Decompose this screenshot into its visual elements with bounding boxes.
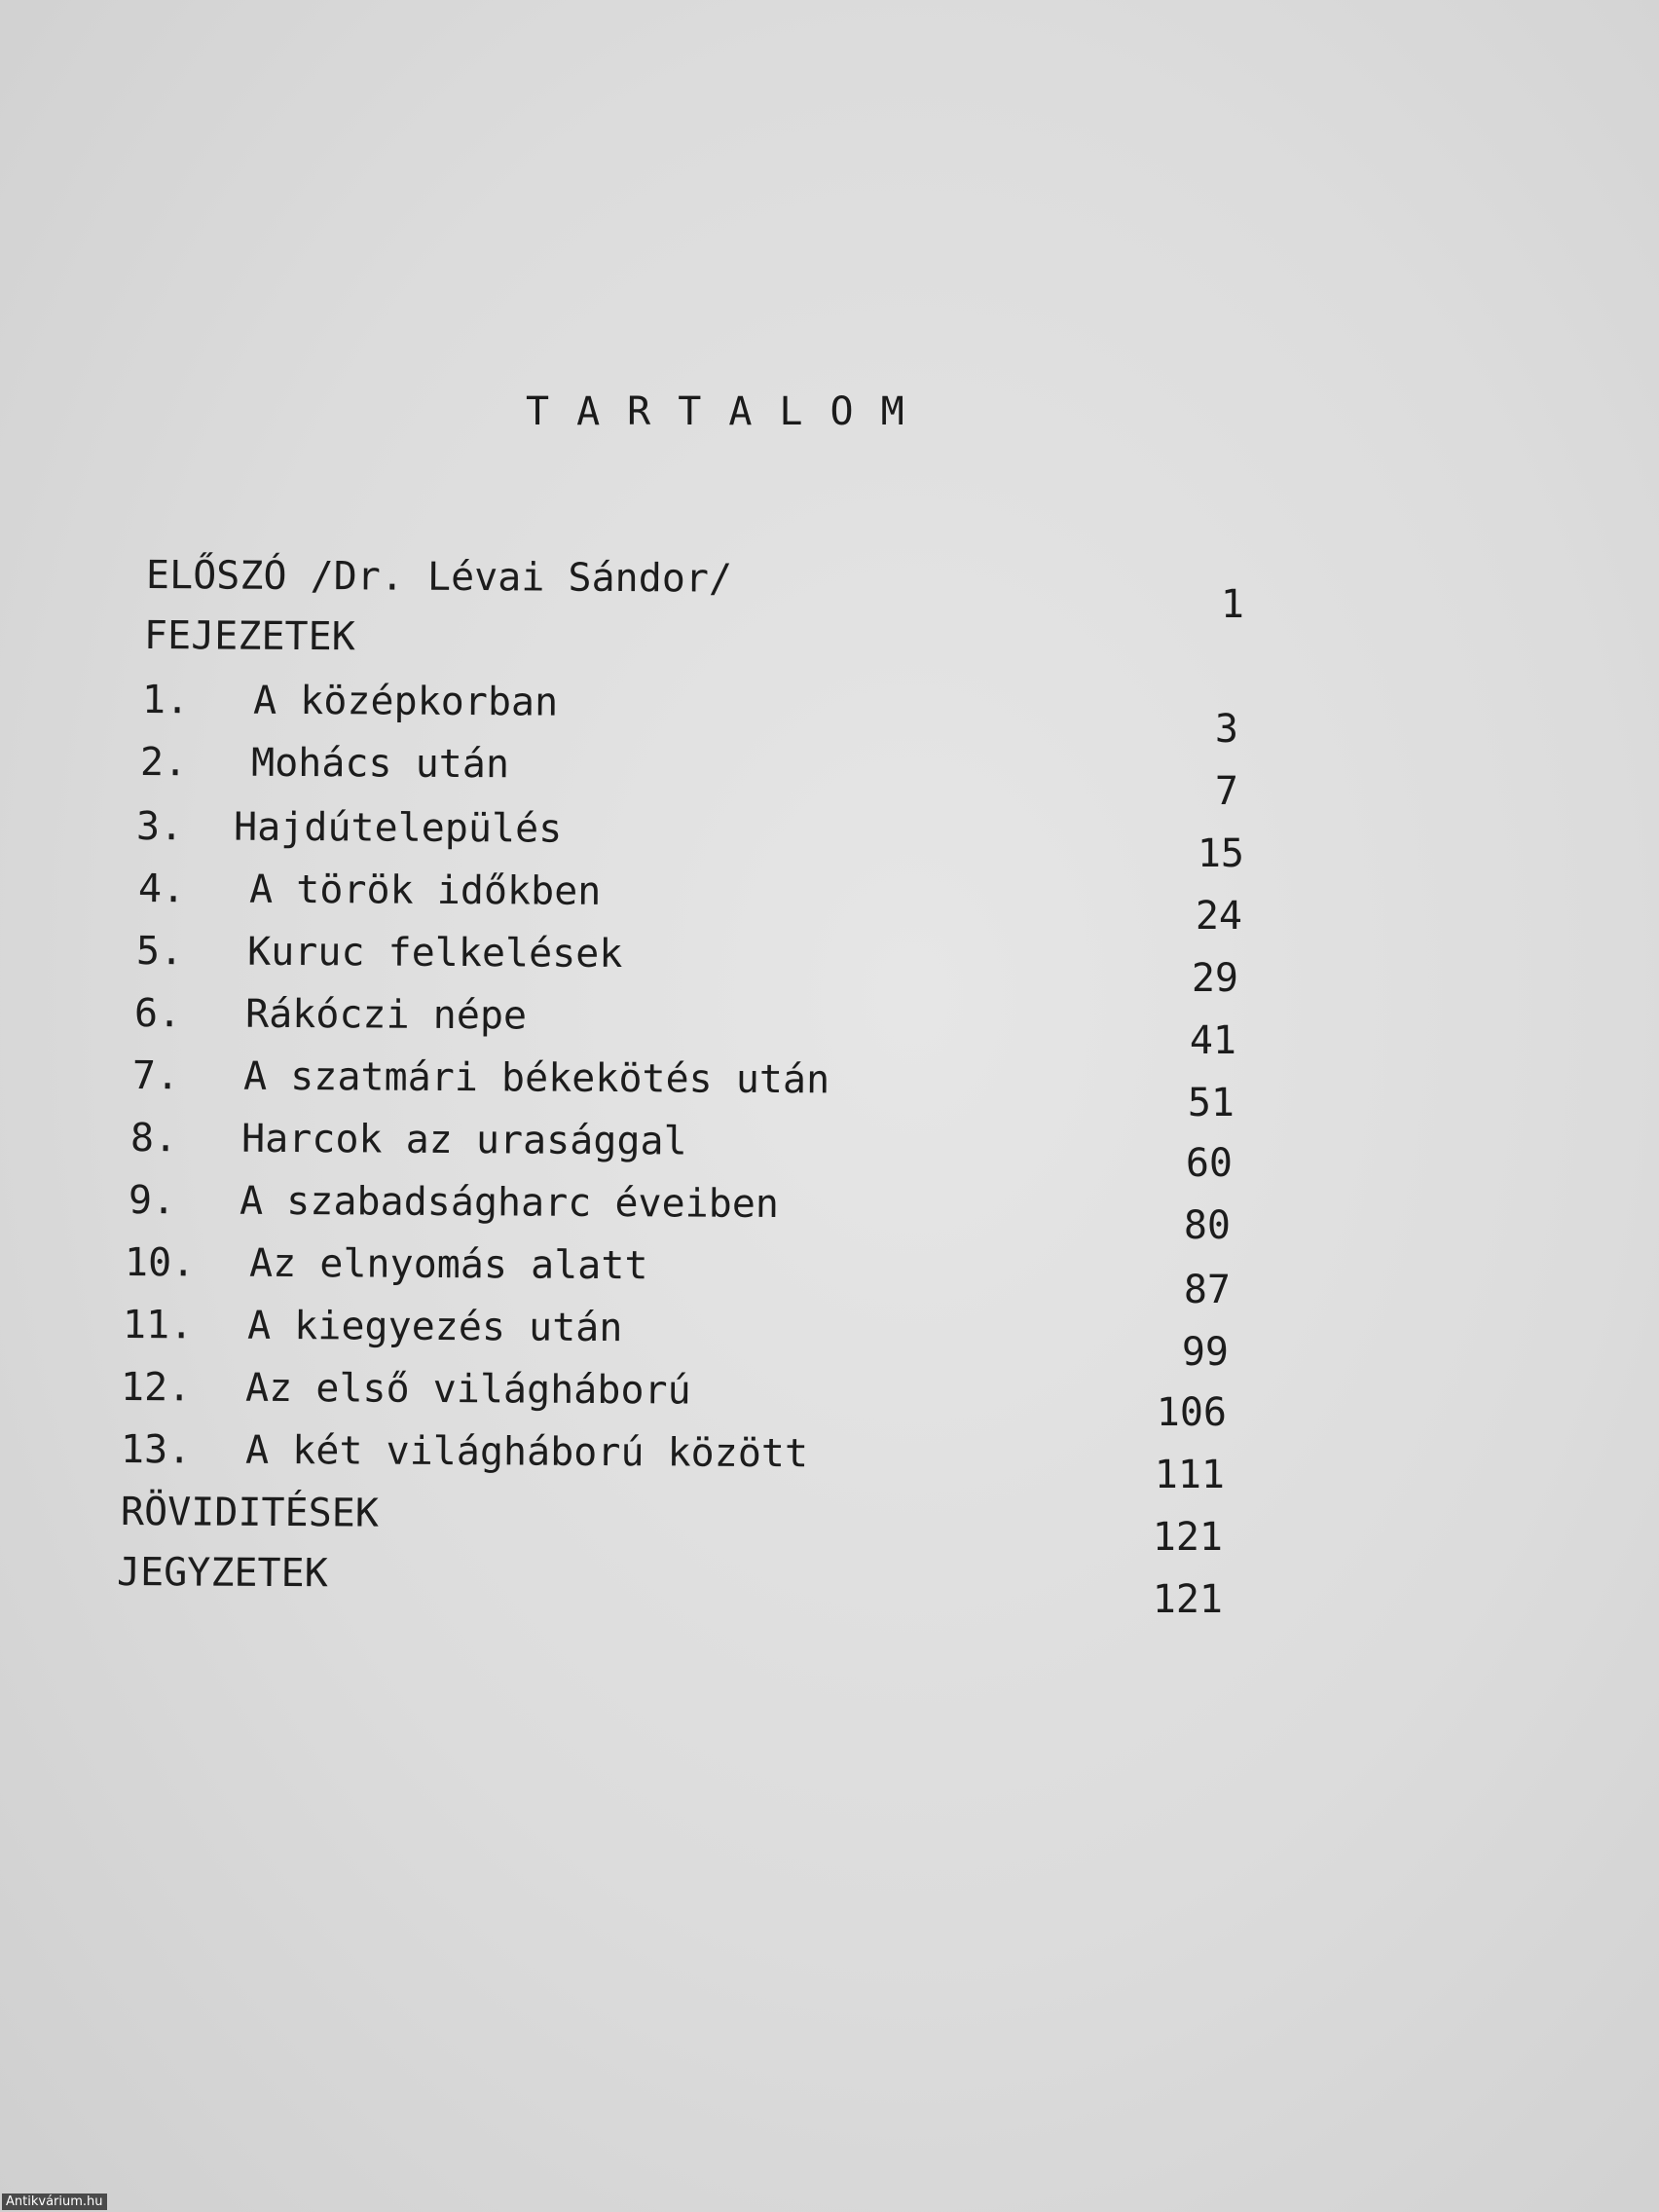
toc-page-11: 99: [1181, 1330, 1229, 1375]
toc-page-13: 111: [1154, 1453, 1225, 1497]
toc-chapter-10: [125, 1240, 648, 1288]
chapter-number: 7.: [131, 1053, 180, 1099]
chapter-title: Az első világháború: [244, 1365, 691, 1414]
toc-page-3: 15: [1197, 831, 1244, 876]
toc-entry-foreword: ELŐSZÓ /Dr. Lévai Sándor/: [145, 553, 733, 602]
chapter-title: Rákóczi népe: [244, 991, 528, 1039]
chapter-number: 12.: [120, 1365, 192, 1411]
chapter-title: A középkorban: [252, 678, 559, 725]
toc-page-12: 106: [1156, 1390, 1227, 1435]
toc-page-4: 24: [1195, 894, 1242, 939]
toc-chapter-3: [136, 804, 563, 852]
toc-chapter-11: [123, 1303, 623, 1350]
chapter-title: Kuruc felkelések: [246, 929, 623, 977]
chapter-title: A kiegyezés után: [246, 1303, 623, 1351]
chapter-number: 10.: [124, 1240, 196, 1286]
toc-page-10: 87: [1183, 1268, 1231, 1312]
chapter-number: 3.: [135, 804, 184, 850]
toc-page-notes: 121: [1152, 1577, 1223, 1622]
chapter-number: 2.: [139, 740, 188, 786]
toc-page-9: 80: [1183, 1203, 1231, 1248]
chapter-number: 1.: [141, 678, 190, 723]
toc-chapter-4: [138, 866, 602, 914]
chapter-title: A szabadságharc éveiben: [239, 1178, 780, 1228]
toc-chapter-1: [142, 678, 558, 725]
chapter-title: A szatmári békekötés után: [242, 1053, 830, 1103]
toc-page-2: 7: [1214, 769, 1238, 814]
toc-chapter-13: [121, 1427, 808, 1476]
toc-page-1: 3: [1214, 707, 1238, 752]
toc-chapter-2: [140, 740, 509, 787]
chapter-title: A két világháború között: [244, 1427, 809, 1477]
chapter-number: 8.: [129, 1116, 178, 1161]
chapter-title: Hajdútelepülés: [233, 804, 563, 852]
chapter-number: 11.: [122, 1303, 194, 1348]
toc-chapter-6: [134, 991, 527, 1038]
chapter-number: 9.: [128, 1178, 176, 1224]
chapter-title: Az elnyomás alatt: [248, 1240, 648, 1289]
toc-entry-abbreviations: RÖVIDITÉSEK: [120, 1490, 380, 1536]
chapter-title: A török időkben: [248, 866, 602, 914]
toc-chapter-9: [129, 1178, 779, 1227]
toc-chapter-8: [130, 1116, 687, 1163]
toc-chapter-5: [136, 929, 623, 977]
toc-chapter-12: [121, 1365, 691, 1414]
toc-page-5: 29: [1191, 956, 1238, 1001]
chapter-number: 4.: [137, 866, 186, 912]
chapter-number: 13.: [120, 1427, 192, 1473]
toc-page-foreword: 1: [1220, 582, 1244, 627]
chapter-title: Harcok az urasággal: [240, 1116, 687, 1164]
watermark-logo: Antikvárium.hu: [2, 2194, 107, 2210]
toc-entry-chapters-heading: FEJEZETEK: [143, 613, 355, 660]
chapter-number: 6.: [133, 991, 182, 1037]
toc-entry-notes: JEGYZETEK: [116, 1550, 328, 1597]
toc-page-8: 60: [1185, 1141, 1233, 1186]
toc-chapter-7: [132, 1053, 830, 1102]
page-title: TARTALOM: [526, 389, 932, 434]
chapter-number: 5.: [135, 929, 184, 975]
toc-page-7: 51: [1187, 1081, 1235, 1125]
chapter-title: Mohács után: [250, 740, 510, 788]
toc-page-6: 41: [1189, 1018, 1236, 1063]
toc-page-abbreviations: 121: [1152, 1515, 1223, 1560]
